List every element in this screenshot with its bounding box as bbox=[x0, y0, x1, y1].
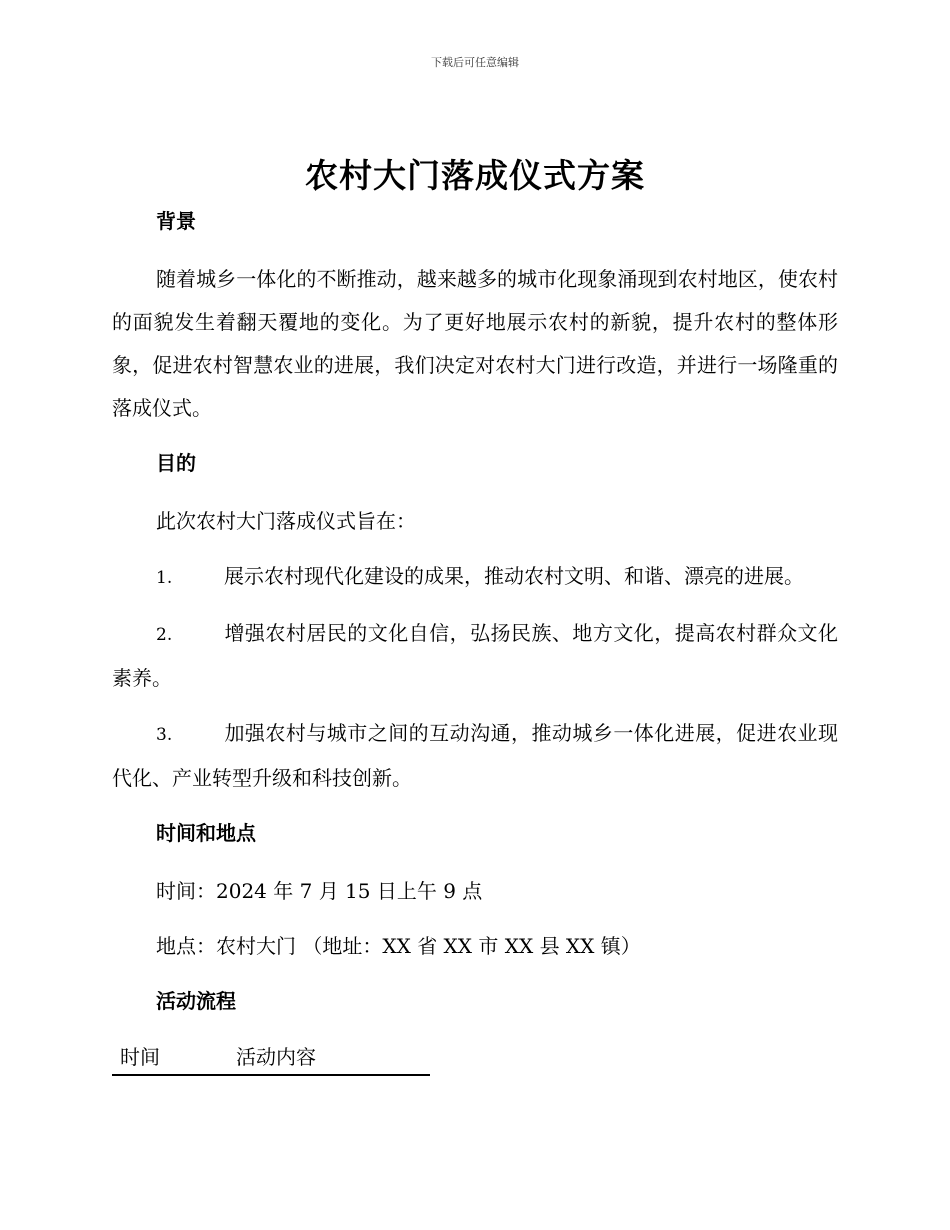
list-item bbox=[112, 612, 838, 700]
list-number: 1. bbox=[156, 568, 173, 588]
list-number: 2. bbox=[156, 625, 173, 645]
list-text: 展示农村现代化建设的成果，推动农村文明、和谐、漂亮的进展。 bbox=[224, 564, 804, 588]
document-title: 农村大门落成仪式方案 bbox=[305, 156, 645, 195]
place-line: 地点：农村大门 （地址：XX 省 XX 市 XX 县 XX 镇） bbox=[156, 934, 641, 958]
column-header-activity: 活动内容 bbox=[236, 1045, 316, 1069]
heading-time-place: 时间和地点 bbox=[156, 821, 256, 845]
list-number: 3. bbox=[156, 725, 173, 745]
heading-background: 背景 bbox=[156, 209, 196, 233]
time-line: 时间：2024 年 7 月 15 日上午 9 点 bbox=[156, 879, 483, 903]
paragraph-purpose-intro: 此次农村大门落成仪式旨在： bbox=[156, 509, 416, 533]
list-text: 加强农村与城市之间的互动沟通，推动城乡一体化进展，促进农业现代化、产业转型升级和科技创新。 bbox=[112, 721, 838, 790]
heading-flow: 活动流程 bbox=[156, 989, 236, 1013]
header-note: 下载后可任意编辑 bbox=[431, 56, 519, 69]
document-body bbox=[112, 206, 838, 1076]
column-header-time: 时间 bbox=[120, 1045, 160, 1069]
list-item bbox=[112, 712, 838, 800]
heading-purpose: 目的 bbox=[156, 451, 196, 475]
schedule-table-header bbox=[112, 1040, 430, 1076]
list-text: 增强农村居民的文化自信，弘扬民族、地方文化，提高农村群众文化素养。 bbox=[112, 621, 838, 690]
list-item bbox=[112, 555, 838, 600]
paragraph-background: 随着城乡一体化的不断推动，越来越多的城市化现象涌现到农村地区，使农村的面貌发生着翻天覆地的变化。为了更好地展示农村的新貌，提升农村的整体形象，促进农村智慧农业的进展，我们决定对农村大门进行改造，并进行一场隆重的落成仪式。 bbox=[112, 267, 838, 420]
